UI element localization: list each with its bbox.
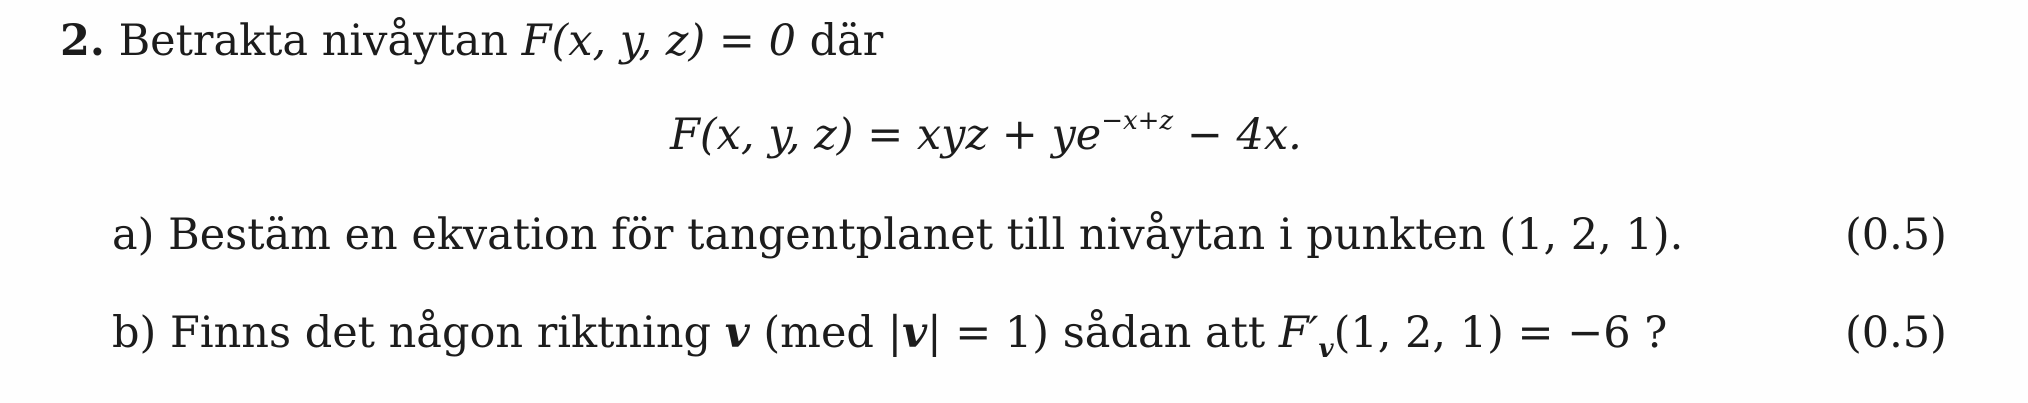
display-exponent: −x+z bbox=[1101, 106, 1174, 136]
display-equation bbox=[670, 106, 1302, 160]
part-a-label: a) bbox=[112, 210, 155, 260]
part-a-points: (0.5) bbox=[1845, 210, 1947, 260]
intro-formula: F(x, y, z) = 0 bbox=[521, 16, 796, 66]
part-b-text-4: (1, 2, 1) = −6 ? bbox=[1333, 308, 1668, 358]
part-b-points: (0.5) bbox=[1845, 308, 1947, 358]
part-a bbox=[112, 210, 1684, 260]
problem-number: 2. bbox=[60, 16, 105, 66]
part-b-vector: v bbox=[724, 308, 750, 358]
part-b-deriv: F′ bbox=[1278, 308, 1319, 358]
intro-text: Betrakta nivåytan bbox=[118, 16, 508, 66]
intro-tail: där bbox=[809, 16, 884, 66]
part-b-deriv-sub: v bbox=[1318, 334, 1334, 364]
display-tail: − 4x. bbox=[1173, 110, 1302, 160]
part-b-label: b) bbox=[112, 308, 157, 358]
part-b-vector-2: v bbox=[902, 308, 928, 358]
display-lhs: F(x, y, z) = xyz + ye bbox=[670, 110, 1102, 160]
part-a-text: Bestäm en ekvation för tangentplanet till nivåytan i punkten (1, 2, 1). bbox=[168, 210, 1684, 260]
part-b-text-3: | = 1) sådan att bbox=[927, 308, 1266, 358]
part-b-text-1: Finns det någon riktning bbox=[169, 308, 712, 358]
part-b bbox=[112, 308, 1668, 364]
part-b-text-2: (med | bbox=[763, 308, 903, 358]
problem-intro bbox=[60, 16, 884, 66]
